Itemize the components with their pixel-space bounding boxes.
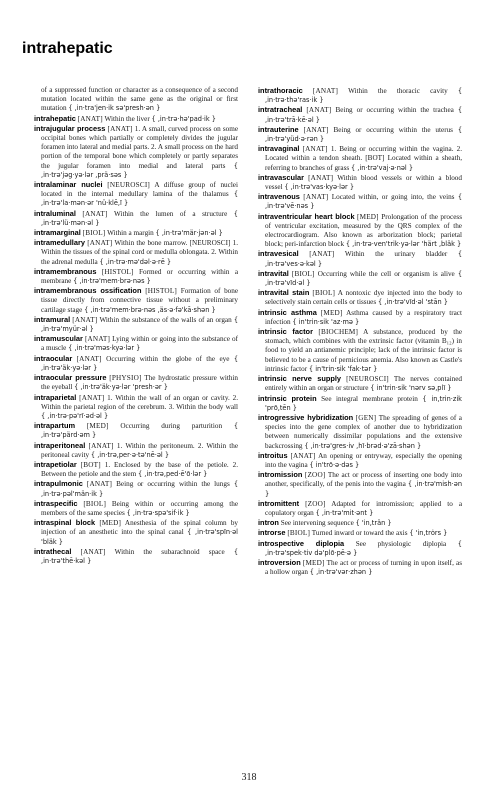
entry-definition: Occurring during parturition	[120, 422, 223, 431]
entry-headword: intrathoracic	[258, 86, 303, 95]
dictionary-entry	[258, 413, 462, 451]
entry-headword: intravaginal	[258, 144, 300, 154]
entry-definition: Within the bone marrow. [NEUROSCI] 1. Within the tissues of the spinal cord or medulla oblongata. 2. Within the adrenal medulla	[41, 239, 239, 266]
entry-headword: intravital stain	[258, 288, 310, 298]
entry-definition: Formed or occurring within a membrane	[41, 267, 239, 286]
entry-field-label: [ANAT]	[77, 114, 103, 123]
entry-pronunciation: { ,in·trə,per·ə·tə'nē·əl }	[90, 450, 170, 459]
entry-pronunciation: { ,in·trə'pärd·əm }	[41, 422, 239, 440]
entry-pronunciation: { ,in·trə'mit·ənt }	[315, 508, 374, 517]
entry-headword: intrinsic factor	[258, 327, 313, 337]
dictionary-entry	[34, 479, 238, 498]
right-column	[258, 86, 462, 577]
entry-headword: intrinsic protein	[258, 393, 317, 403]
entry-pronunciation: { ,in·trə'mish·ən }	[265, 480, 463, 498]
entry-headword: intrapetiolar	[34, 459, 77, 469]
entry-field-label: [ZOO]	[305, 499, 326, 508]
dictionary-entry	[34, 373, 238, 392]
entry-headword: intramuscular	[34, 334, 83, 344]
entry-field-label: [ANAT]	[290, 451, 316, 460]
entry-definition: The act or process of inserting one body into another, specifically, of the penis into the vagina	[265, 471, 463, 489]
entry-headword: introrse	[258, 528, 286, 538]
entry-field-label: [ANAT]	[72, 315, 98, 324]
entry-definition: Prolongation of the process of ventricular excitation, measured by the QRS complex of the electrocardiogram. Also known as arborization block; parietal block; peri-infarction block	[265, 212, 462, 249]
entry-headword: intratracheal	[258, 105, 303, 115]
entry-headword: intravesical	[258, 249, 299, 259]
entry-pronunciation: { ,in·trə·thə'ras·ik }	[265, 87, 463, 105]
entry-definition: Occurring within the globe of the eye	[106, 354, 230, 363]
entry-field-label: [BIOL]	[83, 499, 107, 508]
entry-pronunciation: { ,in·trə'jəg·yə·lər ,prä·səs }	[41, 161, 238, 179]
dictionary-entry	[34, 441, 238, 460]
dictionary-entry	[34, 393, 238, 422]
dictionary-entry	[258, 105, 462, 124]
entry-pronunciation: { ,in·trə'məs·kyə·lər }	[68, 344, 141, 353]
entry-pronunciation: { ,in·trə·spə'sif·ik }	[126, 508, 190, 517]
entry-field-label: [ANAT]	[79, 393, 105, 402]
dictionary-entry	[34, 315, 238, 334]
dictionary-entry	[258, 374, 462, 393]
dictionary-entry	[34, 286, 238, 315]
entry-definition: Within the thoracic cavity	[348, 87, 448, 95]
entry-definition: See integral membrane protein	[321, 394, 418, 403]
entry-pronunciation: { ,in·trə'mär·jən·əl }	[155, 229, 223, 238]
entry-pronunciation: { ,in·trə'vər·zhən }	[309, 568, 373, 577]
entry-headword: intraocular pressure	[34, 373, 107, 383]
dictionary-entry	[258, 144, 462, 173]
dictionary-entry	[34, 86, 238, 114]
dictionary-entry	[258, 558, 462, 577]
entry-field-label: [MED]	[357, 212, 379, 221]
entry-pronunciation: { ,in·trə'ves·ə·kəl }	[265, 250, 463, 268]
entry-headword: introspective diplopia	[258, 538, 345, 548]
entry-field-label: [HISTOL]	[101, 267, 134, 276]
dictionary-entry	[34, 460, 238, 479]
entry-pronunciation: { ,in·trə'vas·kyə·lər }	[284, 183, 355, 192]
entry-headword: introversion	[258, 557, 301, 567]
entry-field-label: [GEN]	[355, 413, 377, 422]
dictionary-entry	[258, 451, 462, 470]
entry-pronunciation: { ,in·tra'jen·ik sə'presh·ən }	[68, 104, 161, 113]
entry-pronunciation: { in'trin·sik 'fak·tər }	[308, 364, 378, 373]
entry-field-label: [ANAT]	[80, 547, 106, 556]
entry-field-label: [ANAT]	[88, 441, 114, 450]
entry-definition: Formation of bone tissue directly from connective tissue without a preliminary cartilage stage	[41, 287, 239, 314]
entry-definition: Being within or occurring among the members of the same species	[41, 499, 239, 517]
entry-definition: Asthma caused by a respiratory tract infection	[265, 308, 462, 326]
entry-definition: Anesthesia of the spinal column by injection of an anesthetic into the spinal canal	[41, 519, 239, 537]
entry-headword: intraspecific	[34, 498, 78, 508]
entry-field-label: [PHYSIO]	[109, 374, 142, 383]
entry-field-label: [ANAT]	[302, 145, 328, 154]
dictionary-entry	[34, 354, 238, 373]
dictionary-entry	[258, 288, 462, 307]
dictionary-entry	[34, 547, 238, 566]
dictionary-entry	[34, 421, 238, 440]
entry-headword: intrapartum	[34, 421, 76, 431]
entry-field-label: [MED]	[99, 519, 122, 528]
entry-pronunciation: { ,in·trə'trā·kē·əl }	[265, 106, 463, 124]
entry-pronunciation: { ,in·trə'mem·brə·nəs }	[73, 277, 151, 286]
entry-definition: Within the lumen of a structure	[113, 209, 228, 218]
dictionary-entry	[258, 518, 462, 528]
entry-headword: intrajugular process	[34, 123, 106, 133]
entry-definition: Within a margin	[107, 229, 154, 238]
entry-field-label: [BIOL]	[312, 289, 336, 298]
entry-definition: Being or occurring within the lungs	[116, 480, 230, 489]
entry-headword: intramural	[34, 314, 71, 324]
dictionary-entry	[34, 334, 238, 353]
entry-definition: See intervening sequence	[280, 519, 354, 528]
entry-pronunciation: { ,in·trə'vaj·ə·nəl }	[351, 163, 414, 172]
entry-headword: introitus	[258, 450, 288, 460]
entry-pronunciation: { ,in·trə·mə'dəl·ə·rē }	[99, 257, 172, 266]
entry-pronunciation: { ,in·trə·hə'pad·ik }	[151, 114, 216, 123]
entry-field-label: [ZOO]	[304, 471, 326, 480]
entry-definition: Adapted for intromission; applied to a copulatory organ	[265, 499, 463, 517]
entry-field-label: [NEUROSCI]	[346, 375, 389, 384]
entry-field-label: [BIOL]	[82, 229, 106, 238]
entry-definition: Being or occurring within the uterus	[333, 125, 453, 134]
entry-pronunciation: { in'trō·ə·dəs }	[309, 460, 360, 469]
page-number: 318	[241, 772, 257, 783]
dictionary-entry	[258, 394, 462, 413]
entry-pronunciation: { ,in·trə·ven'trik·yə·lər 'härt ,bläk }	[345, 240, 462, 249]
entry-definition: Within the substance of the walls of an organ	[99, 315, 232, 324]
entry-definition: The spreading of genes of a species into the gene complex of another due to hybridization between numerically dissimilar populations and the extensive backcrossing	[265, 413, 462, 450]
entry-headword: intromittent	[258, 498, 300, 508]
entry-headword: intrathecal	[34, 546, 72, 556]
entry-pronunciation: { 'in,trän }	[355, 519, 392, 528]
entry-definition: 1. Within the peritoneum. 2. Within the peritoneal cavity	[41, 441, 239, 459]
entry-field-label: [MED]	[86, 422, 109, 431]
entry-pronunciation: { ,in·trə,ped·ē'ō·lər }	[138, 470, 208, 479]
entry-headword: intralaminar nuclei	[34, 180, 103, 190]
entry-pronunciation: { ,in·trə'mem·brə·nəs ,äs·ə·fə'kā·shən }	[84, 305, 216, 314]
entry-headword: intrauterine	[258, 124, 299, 134]
entry-headword: intromission	[258, 470, 303, 480]
entry-field-label: [NEUROSCI]	[107, 181, 151, 190]
entry-headword: intramarginal	[34, 228, 81, 238]
entry-pronunciation: { ,in·trə'äk·yə·lər }	[41, 354, 239, 372]
entry-field-label: [MED]	[320, 308, 343, 317]
entry-pronunciation: { ,in·trə'vīd·əl }	[265, 269, 463, 288]
entry-definition: Within the liver	[104, 114, 150, 123]
dictionary-entry	[258, 192, 462, 211]
entry-headword: intramedullary	[34, 238, 85, 248]
entry-field-label: [ANAT]	[308, 173, 334, 182]
entry-headword: intravital	[258, 268, 289, 278]
entry-definition: Turned inward or toward the axis	[311, 529, 408, 538]
entry-headword: intrahepatic	[34, 113, 76, 123]
entry-headword: intrapulmonic	[34, 479, 83, 489]
entry-headword: intrinsic asthma	[258, 307, 317, 317]
entry-definition: A substance, produced by the stomach, which combines with the extrinsic factor (vitamin B₁₂) in food to yield an antianemic principle; lack of the intrinsic factor is believed to be a cause of pernicious anemia. Also known as Castle's intrinsic factor	[265, 328, 463, 373]
entry-field-label: [ANAT]	[86, 480, 113, 489]
entry-headword: intraluminal	[34, 208, 76, 218]
entry-field-label: [BIOL]	[291, 269, 315, 278]
dictionary-entry	[258, 470, 462, 499]
entry-pronunciation: { ,in·trə'lü·mən·əl }	[41, 209, 238, 227]
dictionary-entry	[258, 539, 462, 558]
entry-headword: intraventricular heart block	[258, 211, 355, 221]
entry-field-label: [BIOL]	[287, 529, 311, 538]
entry-headword: intron	[258, 518, 279, 528]
entry-definition: 1. Being or occurring within the vagina. 2. Located within a tendon sheath. [BOT] Located within a sheath, referring to branches of grass	[265, 145, 463, 172]
entry-pronunciation: { in'trin·sik 'az·mə }	[292, 317, 360, 326]
entry-headword: intraparietal	[34, 392, 77, 402]
dictionary-entry	[258, 249, 462, 268]
entry-field-label: [MED]	[302, 558, 325, 567]
entry-field-label: [ANAT]	[303, 125, 329, 134]
dictionary-entry	[258, 327, 462, 374]
entry-definition: of a suppressed function or character as a consequence of a second mutation located within the same gene as the original or first mutation	[41, 86, 238, 113]
dictionary-entry	[258, 212, 462, 250]
entry-field-label: [ANAT]	[84, 335, 111, 344]
entry-definition: A diffuse group of nuclei located in the internal medullary lamina of the thalamus	[41, 181, 238, 199]
entry-definition: The hydrostatic pressure within the eyeball	[41, 374, 238, 392]
dictionary-entry	[34, 209, 238, 228]
entry-headword: intraspinal block	[34, 518, 96, 528]
entry-headword: intraperitoneal	[34, 440, 86, 450]
entry-pronunciation: { ,in·trə'gres·iv ,hī·brəd·ə'zā·shən }	[304, 441, 422, 450]
entry-field-label: [ANAT]	[107, 124, 133, 133]
entry-pronunciation: { ,in·trə'myür·əl }	[41, 315, 239, 334]
entry-pronunciation: { ,in·trə'spīn·əl 'bläk }	[41, 528, 239, 546]
entry-field-label: [ANAT]	[312, 87, 339, 95]
dictionary-entry	[34, 114, 238, 124]
entry-headword: intraocular	[34, 353, 73, 363]
entry-definition: Located within, or going into, the veins	[331, 193, 455, 202]
entry-field-label: [BIOCHEM]	[318, 328, 359, 337]
entry-pronunciation: { in,trin·zik 'prō,tēn }	[265, 394, 462, 412]
entry-pronunciation: { ,in·trə'spek·tiv də'plō·pē·ə }	[265, 539, 462, 557]
entry-definition: The act or process of turning in upon itself, as a hollow organ	[265, 558, 463, 577]
dictionary-entry	[258, 86, 462, 105]
entry-headword: introgressive hybridization	[258, 412, 354, 422]
dictionary-entry	[258, 499, 462, 518]
dictionary-entry	[34, 267, 238, 286]
entry-field-label: [ANAT]	[306, 106, 332, 115]
entry-pronunciation: { ,in·trə·pəl'män·ik }	[41, 480, 239, 498]
entry-field-label: [HISTOL]	[145, 287, 177, 296]
entry-pronunciation: { ,in·trə'yüd·ə·rən }	[265, 125, 463, 144]
entry-definition: Occurring while the cell or organism is alive	[317, 269, 455, 278]
entry-definition: Lying within or going into the substance of a muscle	[41, 335, 238, 353]
entry-definition: 1. Within the wall of an organ or cavity. 2. Within the parietal region of the cerebrum. 3. Within the body wall	[41, 393, 239, 411]
entry-pronunciation: { ,in·trə'thē·kəl }	[41, 547, 239, 565]
entry-pronunciation: { 'in,trȯrs }	[409, 529, 448, 538]
dictionary-entry	[258, 308, 462, 327]
dictionary-entry	[34, 228, 238, 238]
dictionary-entry	[258, 269, 462, 288]
entry-headword: intravascular	[258, 172, 305, 182]
dictionary-entry	[258, 528, 462, 538]
entry-field-label: [ANAT]	[76, 354, 102, 363]
entry-definition: Being or occurring within the trachea	[335, 106, 454, 115]
entry-pronunciation: { ,in·trə·pə'rī·əd·əl }	[41, 411, 109, 420]
entry-definition: 1. Enclosed by the base of the petiole. 2. Between the petiole and the stem	[41, 460, 239, 479]
entry-definition: Within the urinary bladder	[344, 250, 448, 259]
entry-headword: intramembranous	[34, 266, 97, 276]
dictionary-entry	[34, 180, 238, 209]
dictionary-entry	[34, 238, 238, 267]
entry-field-label: [ANAT]	[87, 239, 113, 248]
entry-definition: The nerves contained entirely within an organ or structure	[265, 375, 463, 393]
dictionary-entry	[34, 518, 238, 547]
entry-field-label: [ANAT]	[303, 193, 329, 202]
entry-pronunciation: { ,in·trə'vē·nəs }	[265, 193, 463, 211]
entry-definition: Within the subarachnoid space	[114, 547, 225, 556]
entry-definition: An opening or entryway, especially the opening into the vagina	[265, 451, 462, 469]
entry-field-label: [ANAT]	[309, 250, 335, 259]
entry-definition: Within blood vessels or within a blood vessel	[265, 173, 462, 192]
page-header-title: intrahepatic	[22, 40, 113, 57]
entry-pronunciation: { ,in·trə'la·mən·ər 'nü·klē,ī }	[41, 190, 239, 208]
entry-pronunciation: { in'trin·sik 'nərv sə,plī }	[370, 384, 452, 393]
entry-definition: A nontoxic dye injected into the body to selectively stain certain cells or tissues	[265, 289, 462, 307]
dictionary-entry	[34, 499, 238, 518]
entry-definition: 1. A small, curved process on some occipital bones which partially or completely divides the jugular foramen into lateral and medial parts. 2. A small process on the hard portion of the temporal bone which completely or partly separates the jugular foramen into medial and lateral parts	[41, 124, 239, 170]
entry-field-label: [BOT]	[80, 460, 101, 469]
dictionary-entry	[258, 125, 462, 144]
left-column	[34, 86, 238, 566]
entry-pronunciation: { ,in·trə'äk·yə·lər 'presh·ər }	[74, 383, 168, 392]
entry-headword: intrinsic nerve supply	[258, 374, 342, 384]
entry-pronunciation: { ,in·trə'vīd·əl 'stān }	[377, 298, 448, 307]
entry-headword: intravenous	[258, 192, 300, 202]
dictionary-entry	[258, 173, 462, 192]
dictionary-entry	[34, 124, 238, 180]
entry-headword: intramembranous ossification	[34, 286, 142, 296]
entry-definition: See physiologic diplopia	[355, 539, 447, 548]
entry-field-label: [ANAT]	[82, 209, 108, 218]
